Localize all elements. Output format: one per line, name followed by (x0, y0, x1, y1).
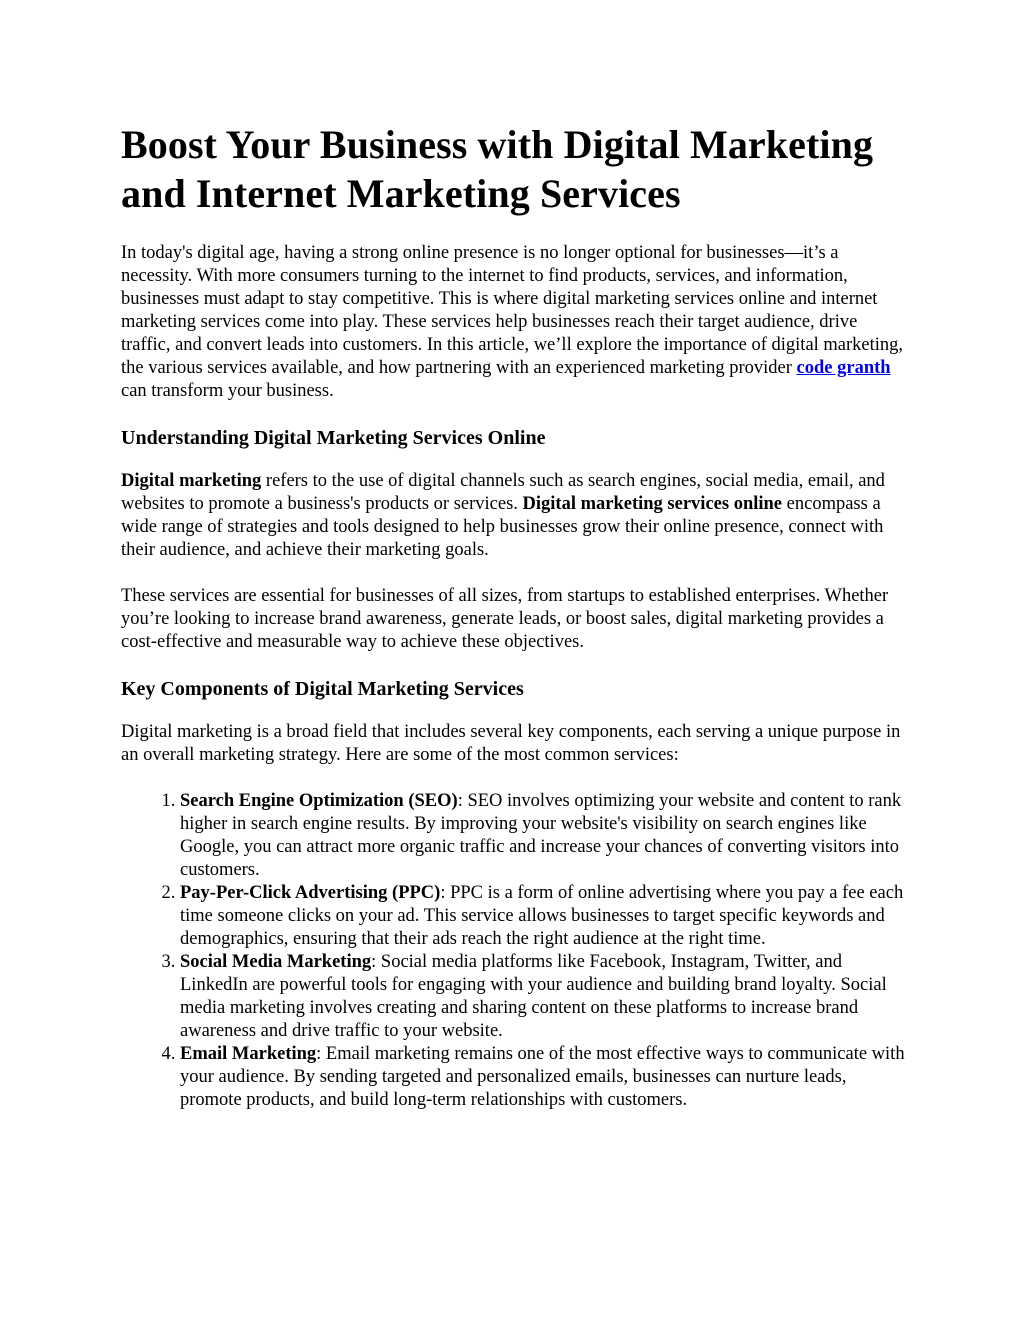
section1-paragraph-2: These services are essential for businesses of all sizes, from startups to established enterprises. Whether you’re looking to increase brand awareness, generate leads, or boost sales, digital marketing provides a cost-effective and measurable way to achieve these objectives. (121, 586, 889, 652)
list-item-desc: : SEO involves optimizing your website and content to rank higher in search engine results. By improving your website's visibility on search engines like Google, you can attract more organic traffic and increase your chances of converting visitors into customers. (180, 791, 902, 880)
intro-text-after-link: can transform your business. (121, 381, 334, 401)
page-title: Boost Your Business with Digital Marketing and Internet Marketing Services (121, 122, 874, 216)
intro-text-before-link: In today's digital age, having a strong online presence is no longer optional for businesses—it’s a necessity. With more consumers turning to the internet to find products, services, and information, businesses must adapt to stay competitive. This is where digital marketing services online and internet marketing services come into play. These services help businesses reach their target audience, drive traffic, and convert leads into customers. In this article, we’ll explore the importance of digital marketing, the various services available, and how partnering with an experienced marketing provider (121, 243, 904, 378)
section1-p1-text2: encompass a wide range of strategies and tools designed to help businesses grow their online presence, connect with their audience, and achieve their marketing goals. (121, 494, 884, 560)
section1-p1-text1: refers to the use of digital channels such as search engines, social media, email, and websites to promote a business's products or services. (121, 471, 885, 514)
section-heading-key-components: Key Components of Digital Marketing Services (121, 678, 524, 700)
list-item (180, 790, 911, 882)
section-heading-understanding: Understanding Digital Marketing Services Online (121, 427, 546, 449)
document-page (121, 120, 911, 1112)
list-item-desc: : PPC is a form of online advertising where you pay a fee each time someone clicks on your ad. This service allows businesses to target specific keywords and demographics, ensuring that their ads reach the right audience at the right time. (180, 883, 904, 949)
list-item-term: Pay-Per-Click Advertising (PPC) (180, 883, 441, 903)
list-item-desc: : Email marketing remains one of the most effective ways to communicate with your audience. By sending targeted and personalized emails, businesses can nurture leads, promote products, and build long-term relationships with customers. (180, 1044, 905, 1110)
section2-intro-paragraph: Digital marketing is a broad field that includes several key components, each serving a unique purpose in an overall marketing strategy. Here are some of the most common services: (121, 722, 901, 765)
code-granth-link[interactable]: code granth (796, 358, 891, 378)
list-item (180, 1043, 911, 1112)
list-item (180, 882, 911, 951)
section1-paragraph-1 (121, 470, 911, 562)
bold-term-digital-marketing: Digital marketing (121, 471, 262, 491)
list-item-term: Social Media Marketing (180, 952, 372, 972)
list-item-term: Search Engine Optimization (SEO) (180, 791, 458, 811)
services-list (121, 790, 911, 1112)
list-item-term: Email Marketing (180, 1044, 317, 1064)
bold-term-digital-marketing-services-online: Digital marketing services online (522, 494, 783, 514)
intro-paragraph (121, 242, 911, 403)
list-item-desc: : Social media platforms like Facebook, Instagram, Twitter, and LinkedIn are powerful tools for engaging with your audience and building brand loyalty. Social media marketing involves creating and sharing content on these platforms to increase brand awareness and drive traffic to your website. (180, 952, 887, 1041)
list-item (180, 951, 911, 1043)
